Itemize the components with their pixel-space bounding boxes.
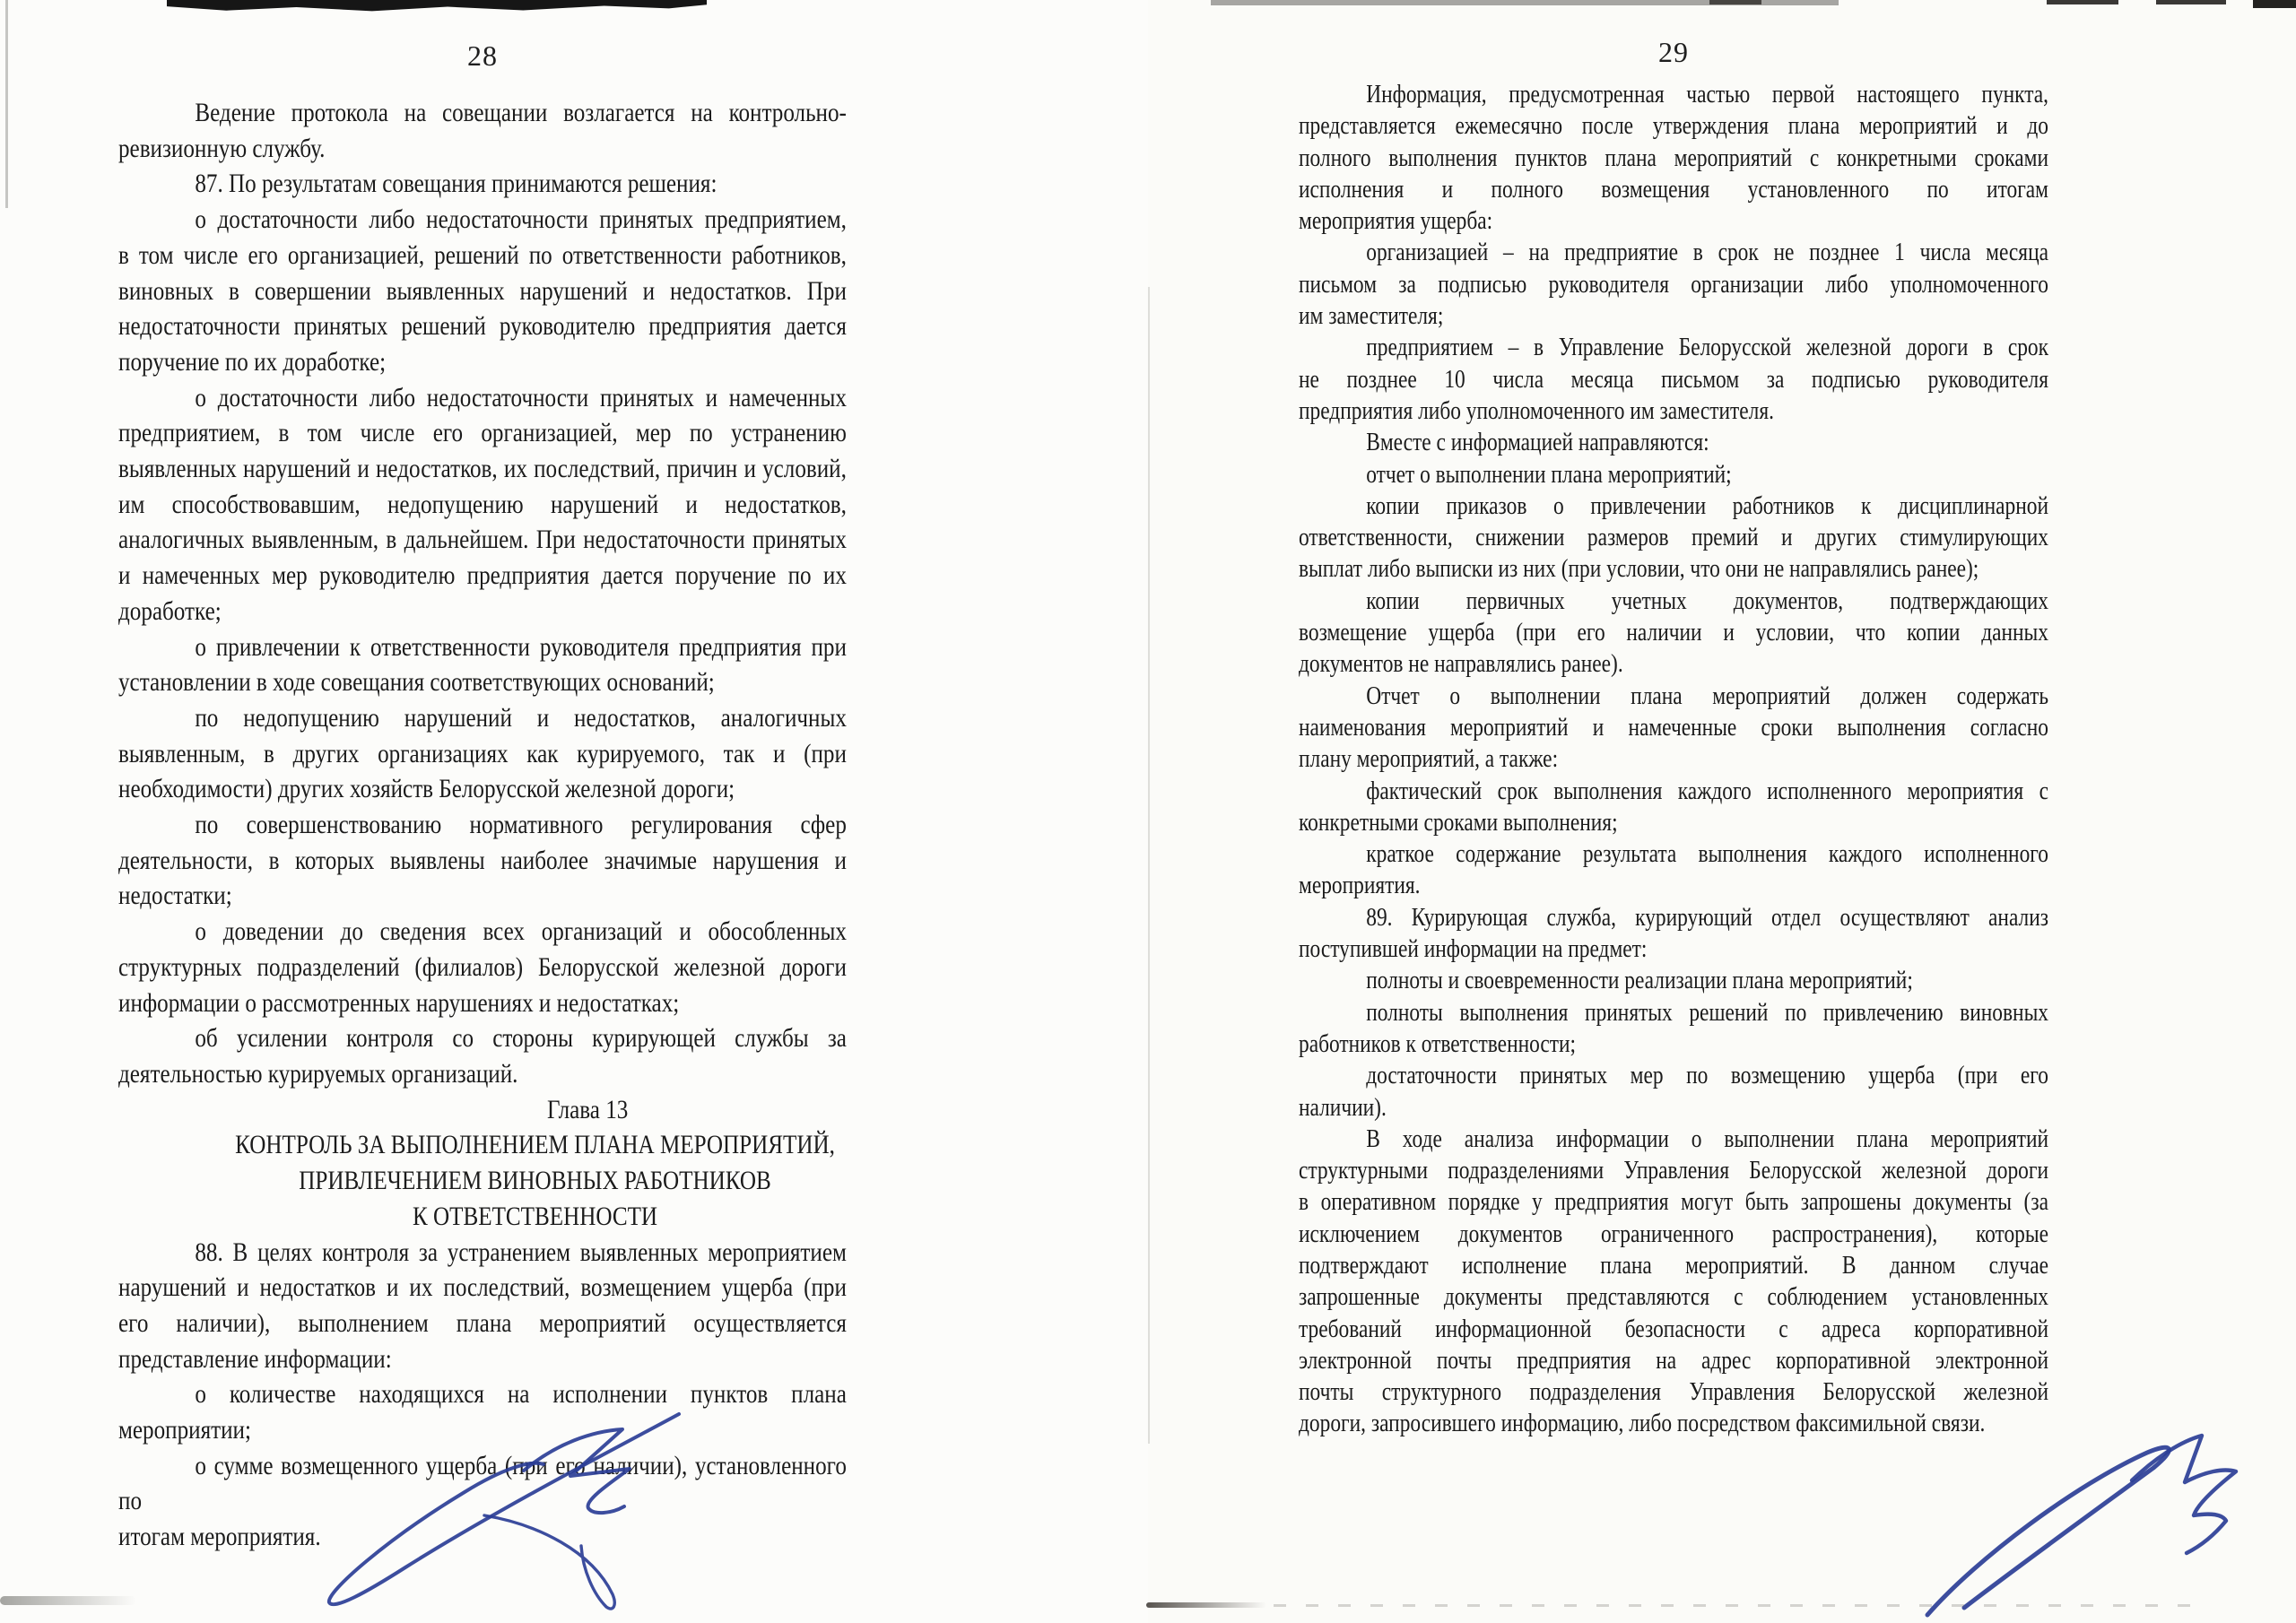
text-line: выявленных нарушений и недостатков, их последствий, причин и условий, xyxy=(118,454,847,484)
text-line: копии первичных учетных документов, подтверждающих xyxy=(1366,586,2048,615)
text-line: организацией – на предприятие в срок не позднее 1 числа месяца xyxy=(1366,239,2048,267)
text-line: Вместе с информацией направляются: xyxy=(1366,429,1709,457)
page-number: 29 xyxy=(1658,36,1689,68)
text-line: итогам мероприятия. xyxy=(118,1522,321,1552)
text-line: предприятием, в том числе его организацией, мер по устранению xyxy=(118,418,847,448)
text-line: дороги, запросившего информацию, либо посредством факсимильной связи. xyxy=(1299,1410,1986,1438)
text-line: деятельностью курируемых организаций. xyxy=(118,1058,518,1089)
chapter-heading: Глава 13 xyxy=(546,1094,629,1124)
text-line: исполнения и полного возмещения установленного по итогам xyxy=(1299,175,2048,204)
text-line: 89. Курирующая служба, курирующий отдел осуществляют анализ xyxy=(1366,903,2048,932)
text-line: Отчет о выполнении плана мероприятий должен содержать xyxy=(1366,681,2048,710)
text-line: недостатки; xyxy=(118,881,232,911)
scan-artifact-left-edge xyxy=(5,0,8,208)
text-line: мероприятия. xyxy=(1299,872,1421,900)
text-line: недостаточности принятых решений руководителю предприятия дается xyxy=(118,311,847,342)
text-line: в оперативном порядке у предприятия могут быть запрошены документы (за xyxy=(1299,1188,2048,1217)
text-line: мероприятия ущерба: xyxy=(1299,207,1493,236)
scan-artifact-bottom-dash xyxy=(1146,1602,1266,1608)
handwritten-signature-page-28 xyxy=(305,1394,700,1623)
handwritten-signature-page-29 xyxy=(1901,1417,2260,1623)
text-line: о привлечении к ответственности руководителя предприятия при xyxy=(195,631,847,662)
text-line: исключением документов ограниченного распространения), которые xyxy=(1299,1219,2048,1248)
text-line: подтверждают исполнение плана мероприятий. В данном случае xyxy=(1299,1251,2048,1280)
text-line: деятельности, в которых выявлены наиболее значимые нарушения и xyxy=(118,845,847,875)
text-line: об усилении контроля со стороны курирующей службы за xyxy=(195,1023,847,1054)
text-line: электронной почты предприятия на адрес корпоративной электронной xyxy=(1299,1346,2048,1375)
text-line: о количестве находящихся на исполнении пунктов плана xyxy=(195,1379,847,1410)
text-line: наличии). xyxy=(1299,1093,1387,1122)
text-line: информации о рассмотренных нарушениях и недостатках; xyxy=(118,987,680,1018)
text-line: им заместителя; xyxy=(1299,302,1444,331)
text-line: установлении в ходе совещания соответствующих оснований; xyxy=(118,667,715,698)
text-line: в том числе его организацией, решений по ответственности работников, xyxy=(118,239,847,270)
text-line: доработке; xyxy=(118,595,222,626)
page-28-text xyxy=(118,95,847,1555)
text-line: полноты выполнения принятых решений по привлечению виновных xyxy=(1366,998,2048,1027)
text-line: структурными подразделениями Управления Белорусской железной дороги xyxy=(1299,1157,2048,1185)
text-line: В ходе анализа информации о выполнении плана мероприятий xyxy=(1366,1124,2048,1153)
text-line: краткое содержание результата выполнения каждого исполненного xyxy=(1366,840,2048,869)
text-line: не позднее 10 числа месяца письмом за подписью руководителя xyxy=(1299,365,2048,394)
page-number: 28 xyxy=(467,39,498,72)
text-line: письмом за подписью руководителя организации либо уполномоченного xyxy=(1299,270,2048,299)
text-line: предприятием – в Управление Белорусской железной дороги в срок xyxy=(1366,334,2048,362)
chapter-title-line: К ОТВЕТСТВЕННОСТИ xyxy=(413,1201,658,1231)
text-line: его наличии), выполнением плана мероприятий осуществляется xyxy=(118,1307,847,1338)
text-line: по совершенствованию нормативного регулирования сфер xyxy=(195,810,847,840)
text-line: работников к ответственности; xyxy=(1299,1029,1577,1058)
text-line: представление информации: xyxy=(118,1343,392,1374)
text-line: фактический срок выполнения каждого исполненного мероприятия с xyxy=(1366,777,2048,805)
text-line: ответственности, снижении размеров премий и других стимулирующих xyxy=(1299,524,2048,552)
text-line: возмещение ущерба (при его наличии и условии, что копии данных xyxy=(1299,619,2048,647)
text-line: о доведении до сведения всех организаций и обособленных xyxy=(195,916,847,947)
text-line: необходимости) других хозяйств Белорусской железной дороги; xyxy=(118,774,735,804)
text-line: представляется ежемесячно после утверждения плана мероприятий и до xyxy=(1299,112,2048,141)
text-line: выплат либо выписки из них (при условии, что они не направлялись ранее); xyxy=(1299,555,1979,584)
text-line: структурных подразделений (филиалов) Белорусской железной дороги xyxy=(118,951,847,982)
chapter-title-line: ПРИВЛЕЧЕНИЕМ ВИНОВНЫХ РАБОТНИКОВ xyxy=(299,1166,771,1196)
text-line: о сумме возмещенного ущерба (при его наличии), установленного по xyxy=(118,1450,847,1516)
text-line: наименования мероприятий и намеченные сроки выполнения согласно xyxy=(1299,713,2048,742)
page-gutter-seam xyxy=(1148,287,1150,1444)
scan-artifact-bottom-smudge xyxy=(0,1596,136,1605)
text-line: полного выполнения пунктов плана мероприятий с конкретными сроками xyxy=(1299,143,2048,172)
text-line: мероприятии; xyxy=(118,1415,251,1445)
text-line: плану мероприятий, а также: xyxy=(1299,745,1559,774)
text-line: нарушений и недостатков и их последствий, возмещением ущерба (при xyxy=(118,1272,847,1303)
scan-artifact-speck xyxy=(2253,0,2296,8)
text-line: предприятия либо уполномоченного им заместителя. xyxy=(1299,396,1774,425)
scan-artifact-speck xyxy=(2047,0,2118,4)
scan-artifact-speck xyxy=(2156,0,2226,4)
text-line: поручение по их доработке; xyxy=(118,346,387,377)
text-line: ревизионную службу. xyxy=(118,133,326,163)
text-line: о достаточности либо недостаточности принятых предприятием, xyxy=(195,204,847,235)
text-line: поступившей информации на предмет: xyxy=(1299,935,1648,964)
text-line: выявленным, в других организациях как курируемого, так и (при xyxy=(118,738,847,768)
text-line: о достаточности либо недостаточности принятых и намеченных xyxy=(195,382,847,412)
chapter-title-line: КОНТРОЛЬ ЗА ВЫПОЛНЕНИЕМ ПЛАНА МЕРОПРИЯТИЙ, xyxy=(235,1130,835,1160)
text-line: конкретными сроками выполнения; xyxy=(1299,808,1618,837)
text-line: по недопущению нарушений и недостатков, аналогичных xyxy=(195,702,847,733)
text-line: отчет о выполнении плана мероприятий; xyxy=(1366,460,1732,489)
text-line: аналогичных выявленным, в дальнейшем. При недостаточности принятых xyxy=(118,525,847,555)
text-line: и намеченных мер руководителю предприятия дается поручение по их xyxy=(118,560,847,591)
page-29 xyxy=(1148,0,2296,1623)
text-line: 88. В целях контроля за устранением выявленных мероприятием xyxy=(195,1237,847,1267)
text-line: документов не направлялись ранее). xyxy=(1299,650,1623,679)
text-line: им способствовавшим, недопущению нарушений и недостатков, xyxy=(118,489,847,519)
scan-artifact-speck xyxy=(1709,0,1761,4)
text-line: достаточности принятых мер по возмещению ущерба (при его xyxy=(1366,1062,2048,1090)
scan-artifact-bottom-dots xyxy=(1274,1604,2197,1607)
text-line: полноты и своевременности реализации плана мероприятий; xyxy=(1366,967,1913,995)
text-line: Информация, предусмотренная частью первой настоящего пункта, xyxy=(1366,81,2048,108)
text-line: почты структурного подразделения Управления Белорусской железной xyxy=(1299,1378,2048,1407)
text-line: Ведение протокола на совещании возлагается на контрольно- xyxy=(195,98,847,127)
text-line: требований информационной безопасности с адреса корпоративной xyxy=(1299,1315,2048,1343)
text-line: запрошенные документы представляются с соблюдением установленных xyxy=(1299,1283,2048,1312)
page-29-text xyxy=(1299,79,2048,1440)
text-line: копии приказов о привлечении работников к дисциплинарной xyxy=(1366,491,2048,520)
text-line: 87. По результатам совещания принимаются решения: xyxy=(195,169,718,199)
text-line: виновных в совершении выявленных нарушений и недостатков. При xyxy=(118,275,847,306)
